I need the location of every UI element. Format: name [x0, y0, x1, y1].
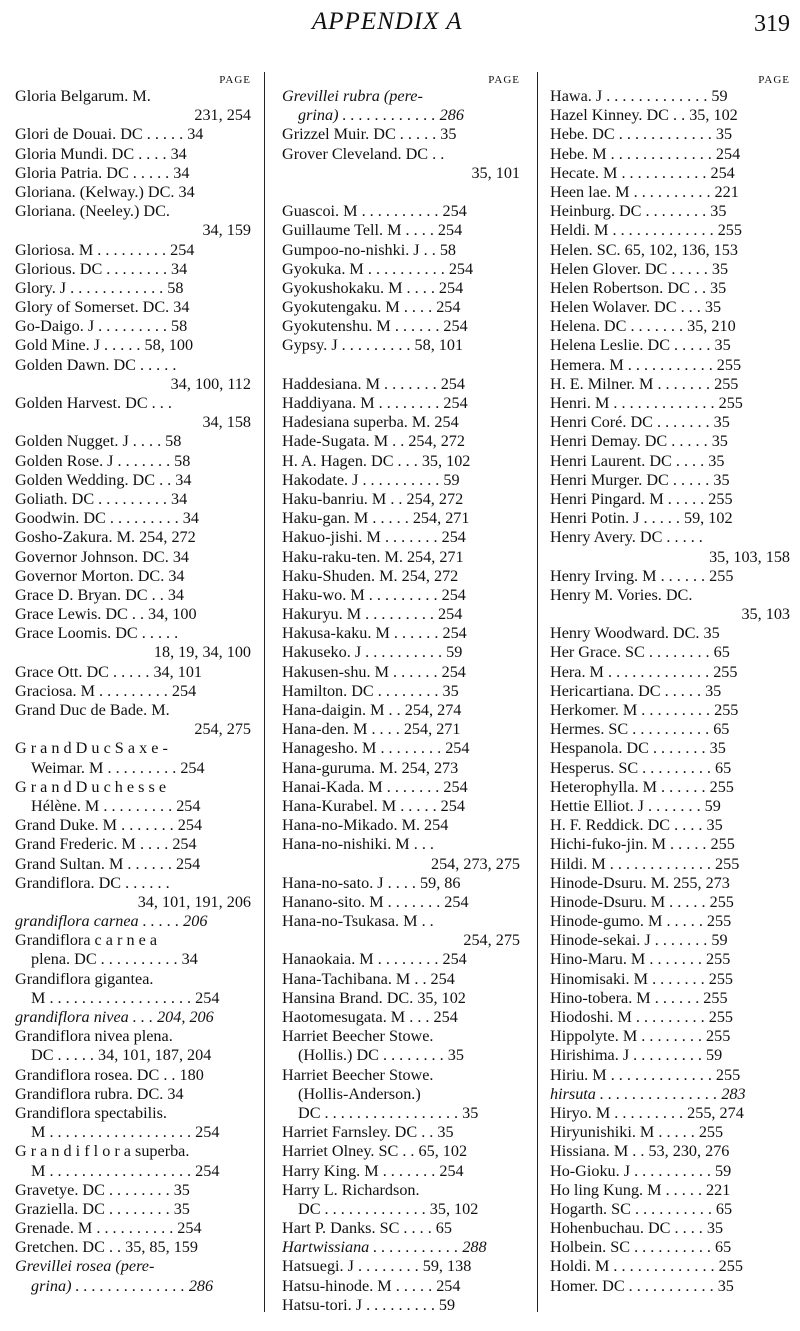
- index-entry-line: grandiflora carnea . . . . . 206: [15, 912, 208, 931]
- index-entry-line: Helen Wolaver. DC . . . 35: [550, 298, 722, 317]
- index-entry-line: Haku-raku-ten. M. 254, 271: [282, 547, 464, 566]
- index-entry-line: Weimar. M . . . . . . . . . 254: [31, 758, 205, 777]
- index-entry-line: Gretchen. DC . . 35, 85, 159: [15, 1238, 198, 1257]
- index-entry-line: Hatsu-hinode. M . . . . . 254: [282, 1276, 461, 1295]
- index-entry-line: Helena. DC . . . . . . . 35, 210: [550, 317, 736, 336]
- index-entry-line: Goodwin. DC . . . . . . . . . 34: [15, 509, 199, 528]
- index-entry-line: 35, 101: [471, 163, 520, 182]
- index-entry-line: Henri Coré. DC . . . . . . . 35: [550, 413, 730, 432]
- index-entry-line: Hildi. M . . . . . . . . . . . . . 255: [550, 854, 740, 873]
- index-entry-line: H. F. Reddick. DC . . . . 35: [550, 816, 723, 835]
- index-entry-line: Holdi. M . . . . . . . . . . . . . 255: [550, 1257, 743, 1276]
- index-column-2: [282, 74, 520, 1315]
- index-entry-line: Hirishima. J . . . . . . . . . 59: [550, 1046, 723, 1065]
- index-entry-line: 34, 101, 191, 206: [137, 892, 251, 911]
- index-entry-line: 231, 254: [194, 106, 251, 125]
- index-entry-line: Henry Irving. M . . . . . . 255: [550, 566, 734, 585]
- index-entry-line: Guascoi. M . . . . . . . . . . 254: [282, 202, 467, 221]
- index-entry-line: Gloriana. (Kelway.) DC. 34: [15, 182, 195, 201]
- index-entry-line: Go-Daigo. J . . . . . . . . . 58: [15, 317, 188, 336]
- index-entry-line: Hino-Maru. M . . . . . . . 255: [550, 950, 731, 969]
- index-entry-line: Henri Murger. DC . . . . . 35: [550, 470, 730, 489]
- index-entry-line: 254, 275: [463, 931, 520, 950]
- index-entry-line: Hana-Kurabel. M . . . . . 254: [282, 796, 465, 815]
- index-entry-line: Hakuryu. M . . . . . . . . . 254: [282, 605, 463, 624]
- index-entry-line: Grace D. Bryan. DC . . 34: [15, 585, 185, 604]
- index-entry-line: Grand Duke. M . . . . . . . 254: [15, 816, 203, 835]
- index-entry-line: Golden Harvest. DC . . .: [15, 394, 172, 412]
- index-entry-line: Goliath. DC . . . . . . . . . 34: [15, 489, 188, 508]
- index-entry-line: Henri Laurent. DC . . . . 35: [550, 451, 725, 470]
- index-entry-line: grandiflora nivea . . . 204, 206: [15, 1008, 214, 1026]
- index-entry-line: Hana-no-nishiki. M . . .: [282, 835, 434, 854]
- page-label: PAGE: [488, 74, 520, 86]
- page-header: [0, 8, 800, 42]
- blank-line: [282, 356, 520, 375]
- index-entry-line: Gloria Patria. DC . . . . . 34: [15, 163, 190, 182]
- index-entry-line: DC . . . . . 34, 101, 187, 204: [31, 1046, 212, 1065]
- index-entry-line: 35, 103, 158: [709, 547, 790, 566]
- index-entry-line: 34, 100, 112: [170, 374, 251, 393]
- index-entry-line: Hohenbuchau. DC . . . . 35: [550, 1219, 724, 1238]
- index-entry-line: Harriet Olney. SC . . 65, 102: [282, 1142, 468, 1161]
- index-entry-line: Homer. DC . . . . . . . . . . . 35: [550, 1276, 734, 1295]
- index-entry-line: Gyokuka. M . . . . . . . . . . 254: [282, 259, 474, 278]
- index-entry-line: 35, 103: [741, 605, 790, 624]
- index-entry-line: Hana-Tachibana. M . . 254: [282, 969, 455, 988]
- index-entry-line: Gumpoo-no-nishki. J . . 58: [282, 240, 457, 259]
- index-entry-line: Haddesiana. M . . . . . . . 254: [282, 374, 465, 393]
- index-entry-line: Grandiflora spectabilis.: [15, 1103, 167, 1122]
- index-entry-line: Grandiflora rubra. DC. 34: [15, 1084, 184, 1103]
- index-entry-line: Grace Ott. DC . . . . . 34, 101: [15, 662, 203, 681]
- index-entry-line: Hinode-sekai. J . . . . . . . 59: [550, 931, 728, 950]
- index-entry-line: Grandiflora gigantea.: [15, 969, 154, 988]
- index-entry-line: Henry M. Vories. DC.: [550, 585, 693, 604]
- index-entry-line: Hana-guruma. M. 254, 273: [282, 758, 459, 777]
- column-divider: [537, 72, 538, 1312]
- index-entry-line: Haddiyana. M . . . . . . . . 254: [282, 394, 468, 412]
- index-entry-line: G r a n d i f l o r a superba.: [15, 1142, 190, 1161]
- index-entry-line: Haku-Shuden. M. 254, 272: [282, 566, 459, 585]
- index-entry-line: Henri. M . . . . . . . . . . . . . 255: [550, 394, 743, 412]
- index-entry-line: Harry L. Richardson.: [282, 1180, 420, 1199]
- index-entry-line: Hiryunishiki. M . . . . . 255: [550, 1123, 724, 1142]
- index-entry-line: Grand Frederic. M . . . . 254: [15, 835, 197, 854]
- index-entry-line: Hebe. M . . . . . . . . . . . . . 254: [550, 144, 741, 163]
- index-entry-line: 18, 19, 34, 100: [153, 643, 251, 662]
- index-entry-line: Golden Rose. J . . . . . . . 58: [15, 451, 191, 470]
- index-entry-line: Gloriosa. M . . . . . . . . . 254: [15, 240, 195, 259]
- index-entry-line: Gypsy. J . . . . . . . . . 58, 101: [282, 336, 464, 355]
- index-entry-line: Hermes. SC . . . . . . . . . . 65: [550, 720, 730, 739]
- index-entry-line: Hanagesho. M . . . . . . . . 254: [282, 739, 470, 758]
- index-entry-line: Haku-banriu. M . . 254, 272: [282, 489, 464, 508]
- index-entry-line: Grover Cleveland. DC . .: [282, 144, 445, 163]
- index-entry-line: Hakusen-shu. M . . . . . . 254: [282, 662, 466, 681]
- index-entry-line: Hemera. M . . . . . . . . . . . 255: [550, 355, 742, 374]
- index-entry-line: G r a n d D u c S a x e -: [15, 739, 168, 758]
- page-label: PAGE: [219, 74, 251, 86]
- index-entry-line: Haku-gan. M . . . . . 254, 271: [282, 509, 470, 528]
- index-entry-line: DC . . . . . . . . . . . . . . . . . 35: [298, 1103, 479, 1122]
- index-entry-line: Glori de Douai. DC . . . . . 34: [15, 125, 204, 144]
- index-entry-line: Hadesiana superba. M. 254: [282, 413, 459, 432]
- index-entry-line: Hanano-sito. M . . . . . . . 254: [282, 892, 469, 911]
- index-entry-line: Harriet Farnsley. DC . . 35: [282, 1123, 454, 1142]
- index-entry-line: DC . . . . . . . . . . . . . 35, 102: [298, 1199, 479, 1218]
- index-entry-line: Hazel Kinney. DC . . 35, 102: [550, 106, 738, 125]
- index-entry-line: Heen lae. M . . . . . . . . . . 221: [550, 182, 739, 201]
- index-entry-line: Hana-no-Mikado. M. 254: [282, 816, 449, 835]
- index-entry-line: Henry Avery. DC . . . . .: [550, 528, 703, 547]
- column-divider: [264, 72, 265, 1312]
- index-entry-line: Hinomisaki. M . . . . . . . 255: [550, 969, 734, 988]
- index-entry-line: Hogarth. SC . . . . . . . . . . 65: [550, 1199, 733, 1218]
- index-entry-line: Gyokutengaku. M . . . . 254: [282, 298, 461, 317]
- index-entry-line: Hinode-Dsuru. M . . . . . 255: [550, 892, 734, 911]
- index-entry-line: H. E. Milner. M . . . . . . . 255: [550, 374, 739, 393]
- index-entry-line: Grand Duc de Bade. M.: [15, 701, 170, 719]
- index-entry-line: Hino-tobera. M . . . . . . 255: [550, 988, 728, 1007]
- index-entry-line: Glorious. DC . . . . . . . . 34: [15, 259, 188, 278]
- index-entry-line: Golden Dawn. DC . . . . .: [15, 355, 177, 374]
- index-entry-line: Harry King. M . . . . . . . 254: [282, 1161, 464, 1180]
- index-entry-line: Glory. J . . . . . . . . . . . . 58: [15, 278, 184, 297]
- index-entry-line: Hakuo-jishi. M . . . . . . . 254: [282, 528, 466, 547]
- index-entry-line: Hansina Brand. DC. 35, 102: [282, 988, 466, 1007]
- index-entry-line: Gravetye. DC . . . . . . . . 35: [15, 1180, 190, 1199]
- index-entry-line: Haotomesugata. M . . . 254: [282, 1008, 458, 1026]
- index-entry-line: Grenade. M . . . . . . . . . . 254: [15, 1219, 202, 1238]
- blank-line: [282, 183, 520, 202]
- index-entry-line: Ho-Gioku. J . . . . . . . . . . 59: [550, 1161, 732, 1180]
- index-entry-line: (Hollis.) DC . . . . . . . . 35: [298, 1046, 464, 1065]
- index-entry-line: Hatsu-tori. J . . . . . . . . . 59: [282, 1295, 456, 1314]
- index-entry-line: Grandiflora rosea. DC . . 180: [15, 1065, 204, 1084]
- index-entry-line: Hana-no-sato. J . . . . 59, 86: [282, 873, 461, 892]
- index-entry-line: Hawa. J . . . . . . . . . . . . . 59: [550, 87, 728, 105]
- index-entry-line: 254, 275: [194, 720, 251, 739]
- index-entry-line: Grandiflora c a r n e a: [15, 931, 158, 950]
- index-entry-line: Hecate. M . . . . . . . . . . . 254: [550, 163, 735, 182]
- index-entry-line: Grand Sultan. M . . . . . . 254: [15, 854, 201, 873]
- index-entry-line: Golden Nugget. J . . . . 58: [15, 432, 182, 451]
- index-entry-line: Hespanola. DC . . . . . . . 35: [550, 739, 726, 758]
- index-entry-line: Henri Potin. J . . . . . 59, 102: [550, 509, 733, 528]
- index-entry-line: Hakodate. J . . . . . . . . . . 59: [282, 470, 460, 489]
- index-entry-line: Heterophylla. M . . . . . . 255: [550, 777, 734, 796]
- index-entry-line: Hartwissiana . . . . . . . . . . . 288: [282, 1238, 487, 1257]
- index-entry-line: Hinode-Dsuru. M. 255, 273: [550, 873, 730, 892]
- index-entry-line: Gloria Mundi. DC . . . . 34: [15, 144, 187, 163]
- index-entry-line: Guillaume Tell. M . . . . 254: [282, 221, 463, 240]
- index-entry-line: (Hollis-Anderson.): [298, 1084, 421, 1103]
- index-entry-line: Helena Leslie. DC . . . . . 35: [550, 336, 731, 355]
- index-entry-line: 254, 273, 275: [430, 854, 520, 873]
- index-entry-line: Hichi-fuko-jin. M . . . . . 255: [550, 835, 735, 854]
- index-entry-line: Helen. SC. 65, 102, 136, 153: [550, 240, 738, 259]
- index-entry-line: Harriet Beecher Stowe.: [282, 1065, 434, 1084]
- index-entry-line: 34, 158: [202, 413, 251, 432]
- index-entry-line: Gosho-Zakura. M. 254, 272: [15, 528, 196, 547]
- index-entry-line: grina) . . . . . . . . . . . . . . 286: [31, 1276, 214, 1295]
- index-entry-line: Holbein. SC . . . . . . . . . . 65: [550, 1238, 732, 1257]
- index-entry-line: Grace Lewis. DC . . 34, 100: [15, 605, 197, 624]
- index-entry-line: Henry Woodward. DC. 35: [550, 624, 720, 643]
- index-entry-line: Hesperus. SC . . . . . . . . . 65: [550, 758, 732, 777]
- index-entry-line: Hatsuegi. J . . . . . . . . 59, 138: [282, 1257, 472, 1276]
- page-number: 319: [754, 11, 790, 37]
- index-entry-line: Herkomer. M . . . . . . . . . 255: [550, 701, 739, 719]
- index-entry-line: Gloria Belgarum. M.: [15, 87, 151, 105]
- index-entry-line: Gold Mine. J . . . . . 58, 100: [15, 336, 194, 355]
- index-entry-line: Graziella. DC . . . . . . . . 35: [15, 1199, 190, 1218]
- index-entry-line: G r a n d D u c h e s s e: [15, 777, 167, 796]
- index-column-1: [15, 74, 251, 1296]
- index-entry-line: Hanai-Kada. M . . . . . . . 254: [282, 777, 468, 796]
- index-entry-line: 34, 159: [202, 221, 251, 240]
- index-entry-line: Grandiflora nivea plena.: [15, 1027, 173, 1046]
- index-column-3: [550, 74, 790, 1296]
- index-entry-line: Grevillei rubra (pere-: [282, 87, 423, 105]
- index-entry-line: Golden Wedding. DC . . 34: [15, 470, 192, 489]
- running-title: APPENDIX A: [312, 8, 463, 35]
- index-entry-line: Helen Robertson. DC . . 35: [550, 278, 727, 297]
- index-entry-line: Graciosa. M . . . . . . . . . 254: [15, 681, 197, 700]
- index-entry-line: M . . . . . . . . . . . . . . . . . . 254: [31, 988, 220, 1007]
- index-entry-line: Hissiana. M . . 53, 230, 276: [550, 1142, 730, 1161]
- index-entry-line: Heinburg. DC . . . . . . . . 35: [550, 202, 727, 221]
- index-entry-line: Hamilton. DC . . . . . . . . 35: [282, 681, 459, 700]
- index-entry-line: grina) . . . . . . . . . . . . 286: [298, 106, 464, 125]
- index-entry-line: Hélène. M . . . . . . . . . 254: [31, 796, 201, 815]
- index-entry-line: Hakuseko. J . . . . . . . . . . 59: [282, 643, 463, 662]
- index-entry-line: Her Grace. SC . . . . . . . . 65: [550, 643, 730, 662]
- index-entry-line: Ho ling Kung. M . . . . . 221: [550, 1180, 731, 1199]
- index-entry-line: Hiriu. M . . . . . . . . . . . . . 255: [550, 1065, 741, 1084]
- index-entry-line: Hart P. Danks. SC . . . . 65: [282, 1219, 452, 1238]
- index-entry-line: Hade-Sugata. M . . 254, 272: [282, 432, 465, 451]
- index-entry-line: Hiodoshi. M . . . . . . . . . 255: [550, 1008, 734, 1026]
- index-entry-line: Gyokushokaku. M . . . . 254: [282, 278, 464, 297]
- index-entry-line: Hebe. DC . . . . . . . . . . . . 35: [550, 125, 733, 144]
- index-entry-line: Hera. M . . . . . . . . . . . . . 255: [550, 662, 738, 681]
- index-entry-line: Hericartiana. DC . . . . . 35: [550, 681, 722, 700]
- index-entry-line: Gyokutenshu. M . . . . . . 254: [282, 317, 468, 336]
- index-entry-line: Hinode-gumo. M . . . . . 255: [550, 912, 732, 931]
- index-entry-line: Grevillei rosea (pere-: [15, 1257, 155, 1276]
- index-entry-line: H. A. Hagen. DC . . . 35, 102: [282, 451, 471, 470]
- index-entry-line: Glory of Somerset. DC. 34: [15, 298, 190, 317]
- index-entry-line: Hana-daigin. M . . 254, 274: [282, 701, 462, 719]
- index-entry-line: Haku-wo. M . . . . . . . . . 254: [282, 585, 466, 604]
- index-entry-line: Governor Johnson. DC. 34: [15, 547, 190, 566]
- index-entry-line: Hippolyte. M . . . . . . . . 255: [550, 1027, 731, 1046]
- index-entry-line: Hanaokaia. M . . . . . . . . 254: [282, 950, 467, 969]
- index-entry-line: Henri Pingard. M . . . . . 255: [550, 489, 733, 508]
- index-entry-line: Governor Morton. DC. 34: [15, 566, 185, 585]
- index-entry-line: Grizzel Muir. DC . . . . . 35: [282, 125, 457, 144]
- index-entry-line: M . . . . . . . . . . . . . . . . . . 254: [31, 1161, 220, 1180]
- index-entry-line: plena. DC . . . . . . . . . . 34: [31, 950, 198, 969]
- index-entry-line: Grandiflora. DC . . . . . .: [15, 873, 170, 892]
- index-entry-line: Helen Glover. DC . . . . . 35: [550, 259, 729, 278]
- index-entry-line: Harriet Beecher Stowe.: [282, 1027, 434, 1046]
- index-entry-line: Hakusa-kaku. M . . . . . . 254: [282, 624, 467, 643]
- index-entry-line: Grace Loomis. DC . . . . .: [15, 624, 179, 643]
- index-entry-line: Hiryo. M . . . . . . . . . 255, 274: [550, 1103, 744, 1122]
- index-entry-line: Hana-den. M . . . . 254, 271: [282, 720, 461, 739]
- index-entry-line: Heldi. M . . . . . . . . . . . . . 255: [550, 221, 742, 240]
- index-entry-line: M . . . . . . . . . . . . . . . . . . 254: [31, 1123, 220, 1142]
- index-entry-line: Hettie Elliot. J . . . . . . . 59: [550, 796, 721, 815]
- index-entry-line: Gloriana. (Neeley.) DC.: [15, 202, 170, 221]
- index-entry-line: Henri Demay. DC . . . . . 35: [550, 432, 728, 451]
- index-entry-line: hirsuta . . . . . . . . . . . . . . . 283: [550, 1084, 746, 1103]
- index-entry-line: Hana-no-Tsukasa. M . .: [282, 912, 434, 931]
- page-label: PAGE: [758, 74, 790, 86]
